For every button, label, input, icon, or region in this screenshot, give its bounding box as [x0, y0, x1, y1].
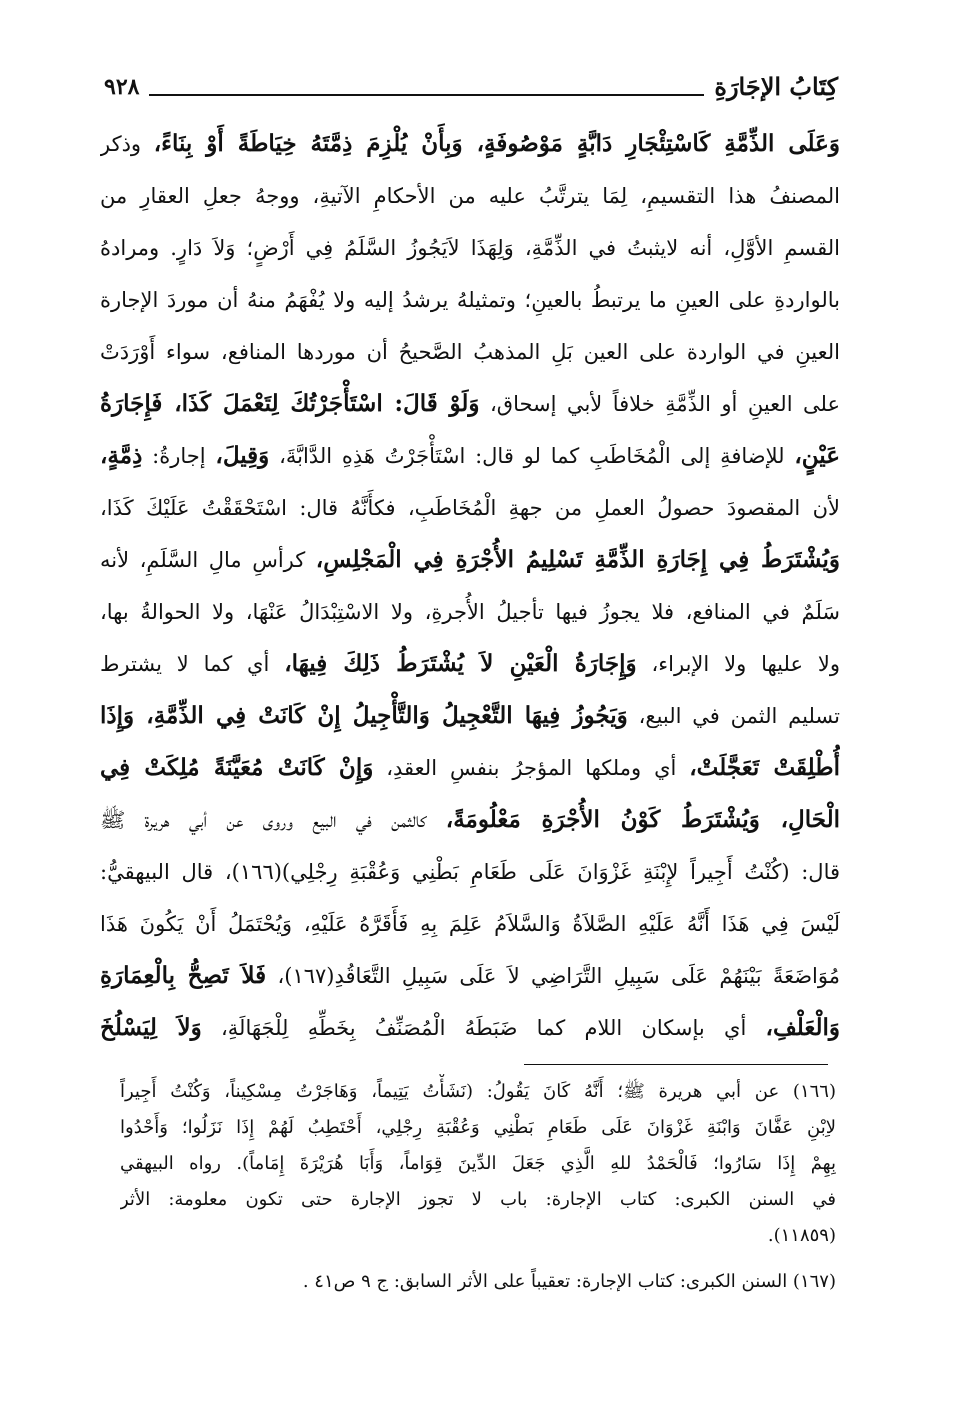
commentary-segment: لَيْسَ فِي هَذَا أَنَّهُ عَلَيْهِ الصَّلاَةُ وَالسَّلاَمُ عَلِمَ بِهِ فَأَقَرَّهُ عَلَيْهِ، وَيُحْتَمَلُ أَنْ يَكُونَ هَذَا	[100, 912, 840, 936]
text-line	[100, 742, 840, 794]
commentary-segment: أي بإسكان اللام كما ضَبَطَهُ الْمُصَنِّفُ بِخَطِّهِ لِلْجَهَالَةِ،	[201, 1016, 766, 1040]
commentary-segment: إجارةُ:	[142, 444, 216, 468]
text-line	[100, 898, 840, 950]
matn-segment: وَالْعَلْفِ،	[765, 1014, 840, 1041]
commentary-segment: ولا عليها ولا الإبراء،	[636, 652, 840, 676]
commentary-segment: لأن المقصودَ حصولُ العملِ من جهةِ الْمُخَاطَبِ، فكأَنَّهُ قال: اسْتَحْقَقْتُ عَلَيْكَ كَذَا،	[100, 496, 840, 520]
text-line	[100, 274, 840, 326]
text-line	[100, 482, 840, 534]
matn-segment: ذِمَّةٍ،	[100, 442, 143, 469]
commentary-segment: أي كما لا يشترط	[100, 652, 285, 676]
commentary-segment: مُوَاضَعَةً بَيْنَهُمْ عَلَى سَبِيلِ التَّرَاضِي لاَ عَلَى سَبِيلِ التَّعَاقُدِ(١٦٧)،	[266, 964, 840, 988]
footnotes	[120, 1074, 836, 1300]
commentary-segment: المصنفُ هذا التقسيمِ، لِمَا يترتَّبُ عليه من الأحكامِ الآتيةِ، ووجهُ جعلِ العقارِ من	[100, 184, 840, 208]
text-line	[100, 1002, 840, 1054]
commentary-segment: كرأسِ مالِ السَّلَمِ، لأنه	[100, 548, 316, 572]
text-line	[100, 378, 840, 430]
matn-segment: وَلاَ لِيَسْلُخَ	[100, 1014, 202, 1041]
text-line	[100, 118, 840, 170]
text-line	[100, 586, 840, 638]
text-line	[100, 690, 840, 742]
matn-segment: وَإِجَارَةُ الْعَيْنِ لاَ يُشْتَرَطُ ذَلِكَ فِيهَا،	[284, 650, 637, 677]
text-line	[100, 170, 840, 222]
commentary-segment: تسليم الثمن في البيع،	[627, 704, 840, 728]
footnote-line: لاِبْنِ عَفَّانَ وَابْنَةِ غَزْوَانَ عَلَى طَعَامِ بَطْنِي وَعُقْبَةِ رِجْلِي، أَحْتَطِبُ لَهُمْ إِذَا نَزَلُوا؛ وَأَحْدُوا	[120, 1117, 836, 1138]
matn-segment: وَقِيلَ،	[215, 442, 270, 469]
text-line	[100, 326, 840, 378]
matn-segment: عَيْنٍ،	[794, 442, 840, 469]
footnote-line: بِهِمْ إِذَا سَارُوا؛ فَالْحَمْدُ للهِ الَّذِي جَعَلَ الدِّينَ قِوَاماً، وَأَبَا هُرَيْرَةَ إِمَاماً). رواه البيهقي	[120, 1153, 836, 1174]
commentary-segment: أي وملكها المؤجرُ بنفسِ العقدِ،	[373, 756, 690, 780]
commentary-segment: على العينِ أو الذِّمَّةِ خلافاً لأبي إسحاق،	[479, 392, 840, 416]
footnote-line: (١٦٧) السنن الكبرى: كتاب الإجارة: تعقيباً على الأثر السابق: ج ٩ ص٤١ .	[302, 1271, 836, 1292]
page-header	[104, 62, 838, 102]
commentary-segment: للإضافةِ إلى الْمُخَاطَبِ كما لو قال: اسْتَأْجَرْتُ هَذِهِ الدَّابَّةَ،	[269, 444, 795, 468]
text-line	[100, 794, 840, 846]
commentary-segment: القسمِ الأوَّلِ، أنه لايثبتُ في الذِّمَّةِ، وَلِهَذَا لاَيَجُوزُ السَّلَمُ فِي أَرْضٍ؛ وَلاَ دَارٍ. ومرادهُ	[100, 236, 840, 260]
commentary-segment: وذكر	[100, 132, 154, 156]
commentary-segment: بالواردةِ على العينِ ما يرتبطُ بالعينِ؛ وتمثيلهُ يرشدُ إليه ولا يُفْهَمُ منهُ أن موردَ الإجارة	[100, 288, 840, 312]
matn-segment: فَلاَ تَصِحُّ بِالْعِمَارَةِ	[100, 962, 267, 989]
matn-segment: الْحَالِ، وَيُشْتَرَطُ كَوْنُ الأُجْرَةِ مَعْلُومَةً،	[445, 806, 840, 833]
header-rule	[149, 94, 704, 96]
footnote-separator	[524, 1064, 828, 1065]
text-line	[100, 638, 840, 690]
text-line	[100, 222, 840, 274]
commentary-segment: قال: (كُنْتُ أَجِيراً لإِبْنَةِ غَزْوَانَ عَلَى طَعَامِ بَطْنِي وَعُقْبَةِ رِجْلِي)(١٦٦)، قال البيهقيُّ:	[100, 860, 840, 884]
text-line	[100, 950, 840, 1002]
main-text	[100, 118, 840, 1054]
matn-segment: وَيَجُوزُ فِيهَا التَّعْجِيلُ وَالتَّأْجِيلُ إِنْ كَانَتْ فِي الذِّمَّةِ، وَإِذَا	[100, 702, 628, 729]
commentary-segment: سَلَمٌ في المنافع، فلا يجوزُ فيها تأجيلُ الأُجرةِ، ولا الاسْتِبْدَالُ عَنْهَا، ولا الحوالةُ بها،	[100, 600, 840, 624]
footnote-line: (١٦٦) عن أبي هريرة ﷺ؛ أَنَّهُ كَانَ يَقُولُ: (نَشَأْتُ يَتِيماً، وَهَاجَرْتُ مِسْكِيناً، وَكُنْتُ أَجِيراً	[120, 1081, 836, 1102]
running-title: كِتَابُ الإجَارَةِ	[714, 72, 838, 101]
text-line	[100, 846, 840, 898]
matn-segment: وَيُشْتَرَطُ فِي إِجَارَةِ الذِّمَّةِ تَسْلِيمُ الأُجْرَةِ فِي الْمَجْلِسِ،	[315, 546, 840, 573]
matn-segment: وَلَوْ قَالَ: اسْتَأْجَرْتُكَ لِتَعْمَلَ كَذَا، فَإِجَارَةُ	[100, 390, 480, 417]
commentary-segment: العينِ في الواردة على العين بَلِ المذهبُ الصَّحيحُ أن موردها المنافع، سواء أَوْرَدَتْ	[100, 340, 840, 364]
matn-segment: وَعَلَى الذِّمَّةِ كَاسْتِئْجَارِ دَابَّةٍ مَوْصُوفَةٍ، وَبِأَنْ يُلْزِمَ ذِمَّتَهُ خِيَاطَةً أَوْ بِنَاءً،	[153, 130, 840, 157]
page-number: ٩٢٨	[104, 74, 140, 100]
text-line	[100, 534, 840, 586]
commentary-segment: كالثمن في البيع وروى عن أبي هريرة ﷺ	[100, 808, 446, 832]
footnote-line: (١١٨٥٩).	[767, 1225, 836, 1246]
matn-segment: أُطْلِقَتْ تَعَجَّلَتْ،	[689, 754, 840, 781]
footnote-line: في السنن الكبرى: كتاب الإجارة: باب لا تجوز الإجارة حتى تكون معلومة: الأثر	[120, 1189, 836, 1210]
matn-segment: وَإِنْ كَانَتْ مُعَيَّنَةً مُلِكَتْ فِي	[100, 754, 374, 781]
text-line	[100, 430, 840, 482]
